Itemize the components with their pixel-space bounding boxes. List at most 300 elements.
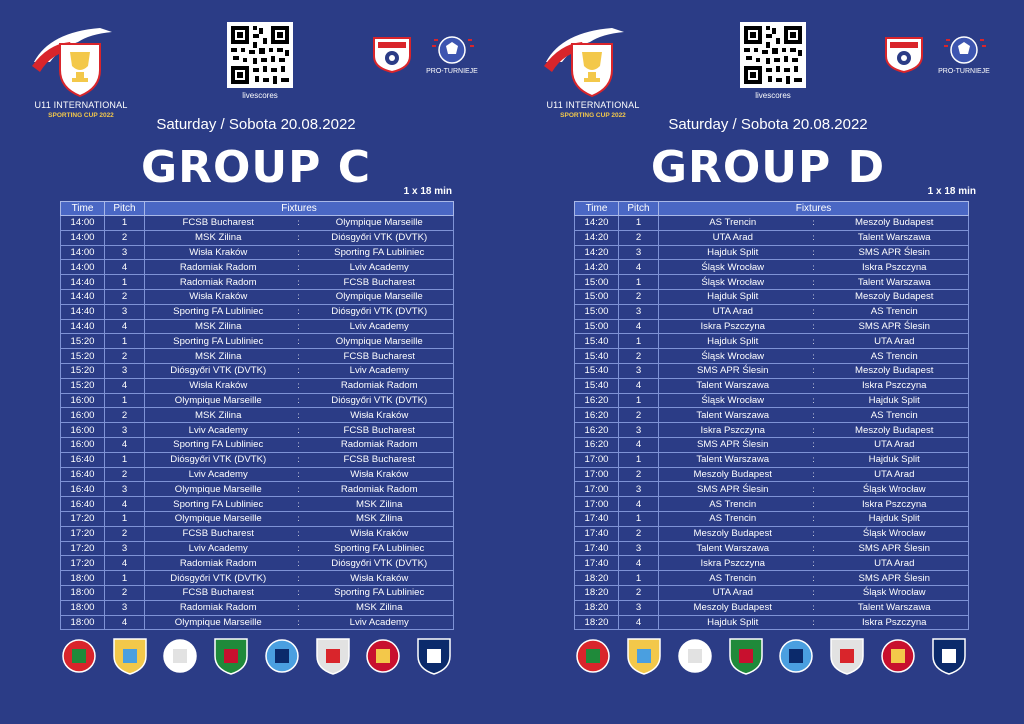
table-header-row (575, 202, 969, 216)
pitch-cell: 4 (105, 378, 145, 393)
away-team-cell: Lviv Academy (306, 319, 454, 334)
time-cell: 16:20 (575, 423, 619, 438)
table-row (575, 452, 969, 467)
away-team-cell: Meszoly Budapest (821, 289, 969, 304)
home-team-cell: AS Trencin (659, 216, 807, 231)
home-team-cell: Lviv Academy (145, 423, 292, 438)
separator-cell: : (292, 615, 306, 630)
separator-cell: : (292, 245, 306, 260)
home-team-cell: Sporting FA Lubliniec (145, 437, 292, 452)
time-cell: 17:20 (61, 511, 105, 526)
time-cell: 16:40 (61, 467, 105, 482)
separator-cell: : (292, 423, 306, 438)
pitch-cell: 3 (105, 304, 145, 319)
time-cell: 14:00 (61, 230, 105, 245)
time-cell: 15:20 (61, 334, 105, 349)
slask-wroclaw-logo-icon (777, 636, 815, 676)
home-team-cell: Talent Warszawa (659, 378, 807, 393)
table-row (61, 526, 454, 541)
home-team-cell: UTA Arad (659, 304, 807, 319)
home-team-cell: Śląsk Wrocław (659, 275, 807, 290)
time-cell: 15:20 (61, 363, 105, 378)
time-cell: 17:00 (575, 497, 619, 512)
pitch-cell: 3 (619, 423, 659, 438)
table-row (575, 571, 969, 586)
fixtures-table (574, 201, 969, 630)
pitch-cell: 2 (105, 230, 145, 245)
fixtures-table (60, 201, 454, 630)
pitch-cell: 1 (619, 571, 659, 586)
pitch-cell: 3 (619, 600, 659, 615)
table-row (575, 230, 969, 245)
separator-cell: : (807, 437, 821, 452)
table-header-row (61, 202, 454, 216)
table-row (61, 571, 454, 586)
time-cell: 16:40 (61, 452, 105, 467)
separator-cell: : (807, 482, 821, 497)
table-row (61, 452, 454, 467)
away-team-cell: Lviv Academy (306, 260, 454, 275)
separator-cell: : (292, 556, 306, 571)
table-row (61, 378, 454, 393)
separator-cell: : (292, 452, 306, 467)
pitch-cell: 3 (619, 363, 659, 378)
hajduk-split-logo-icon (625, 636, 663, 676)
away-team-cell: Hajduk Split (821, 393, 969, 408)
home-team-cell: UTA Arad (659, 230, 807, 245)
home-team-cell: Radomiak Radom (145, 260, 292, 275)
home-team-cell: Olympique Marseille (145, 511, 292, 526)
home-team-cell: Radomiak Radom (145, 275, 292, 290)
pitch-cell: 1 (619, 334, 659, 349)
time-cell: 17:40 (575, 526, 619, 541)
separator-cell: : (292, 541, 306, 556)
time-cell: 17:40 (575, 511, 619, 526)
separator-cell: : (807, 585, 821, 600)
table-row (575, 497, 969, 512)
table-row (61, 393, 454, 408)
home-team-cell: Radomiak Radom (145, 556, 292, 571)
separator-cell: : (292, 600, 306, 615)
table-row (575, 363, 969, 378)
table-row (575, 482, 969, 497)
away-team-cell: Hajduk Split (821, 452, 969, 467)
pitch-cell: 1 (105, 334, 145, 349)
pitch-cell: 2 (105, 467, 145, 482)
time-cell: 16:40 (61, 497, 105, 512)
pitch-cell: 1 (619, 393, 659, 408)
home-team-cell: FCSB Bucharest (145, 216, 292, 231)
time-cell: 18:00 (61, 585, 105, 600)
time-cell: 14:00 (61, 260, 105, 275)
pitch-cell: 2 (619, 349, 659, 364)
away-team-cell: Iskra Pszczyna (821, 378, 969, 393)
pitch-cell: 2 (105, 408, 145, 423)
time-cell: 17:20 (61, 556, 105, 571)
away-team-cell: Śląsk Wrocław (821, 482, 969, 497)
table-row (575, 585, 969, 600)
away-team-cell: SMS APR Ślesin (821, 245, 969, 260)
home-team-cell: Lviv Academy (145, 467, 292, 482)
time-cell: 14:40 (61, 319, 105, 334)
time-cell: 15:00 (575, 319, 619, 334)
qr-label: livescores (242, 91, 278, 100)
table-row (575, 289, 969, 304)
away-team-cell: UTA Arad (821, 334, 969, 349)
emblem-line1: U11 INTERNATIONAL (546, 100, 640, 110)
time-cell: 14:20 (575, 245, 619, 260)
away-team-cell: Iskra Pszczyna (821, 497, 969, 512)
time-cell: 14:20 (575, 260, 619, 275)
away-team-cell: Diósgyőri VTK (DVTK) (306, 230, 454, 245)
home-team-cell: FCSB Bucharest (145, 526, 292, 541)
away-team-cell: Lviv Academy (306, 615, 454, 630)
emblem-line1: U11 INTERNATIONAL (34, 100, 128, 110)
pitch-cell: 2 (619, 526, 659, 541)
time-cell: 15:40 (575, 349, 619, 364)
away-team-cell: UTA Arad (821, 467, 969, 482)
group-title: GROUP C (141, 142, 371, 193)
separator-cell: : (292, 216, 306, 231)
table-row (575, 245, 969, 260)
pitch-cell: 3 (105, 245, 145, 260)
separator-cell: : (807, 319, 821, 334)
home-team-cell: Śląsk Wrocław (659, 393, 807, 408)
time-cell: 18:20 (575, 585, 619, 600)
time-cell: 14:00 (61, 245, 105, 260)
time-cell: 16:00 (61, 408, 105, 423)
qr-code-icon[interactable] (740, 22, 806, 88)
separator-cell: : (292, 289, 306, 304)
home-team-cell: MSK Zilina (145, 408, 292, 423)
home-team-cell: Hajduk Split (659, 289, 807, 304)
table-row (61, 615, 454, 630)
event-date: Saturday / Sobota 20.08.2022 (156, 116, 356, 133)
time-cell: 15:40 (575, 334, 619, 349)
home-team-cell: Meszoly Budapest (659, 600, 807, 615)
sporting-fa-badge-icon (882, 34, 926, 74)
home-team-cell: Iskra Pszczyna (659, 319, 807, 334)
meszoly-budapest-logo-icon (727, 636, 765, 676)
time-cell: 15:40 (575, 378, 619, 393)
time-cell: 15:00 (575, 304, 619, 319)
msk-zilina-logo-icon (212, 636, 250, 676)
iskra-pszczyna-logo-icon (676, 636, 714, 676)
pitch-cell: 1 (619, 275, 659, 290)
home-team-cell: Iskra Pszczyna (659, 423, 807, 438)
match-duration: 1 x 18 min (927, 186, 976, 197)
away-team-cell: FCSB Bucharest (306, 423, 454, 438)
pitch-cell: 2 (619, 467, 659, 482)
pitch-cell: 2 (619, 289, 659, 304)
home-team-cell: Wisła Kraków (145, 245, 292, 260)
home-team-cell: Meszoly Budapest (659, 526, 807, 541)
away-team-cell: FCSB Bucharest (306, 349, 454, 364)
time-cell: 15:00 (575, 275, 619, 290)
pro-turnieje-text: PRO-TURNIEJE (938, 68, 990, 75)
away-team-cell: Olympique Marseille (306, 334, 454, 349)
pitch-cell: 1 (105, 452, 145, 467)
separator-cell: : (292, 260, 306, 275)
table-row (61, 245, 454, 260)
separator-cell: : (292, 275, 306, 290)
table-row (575, 541, 969, 556)
table-row (575, 393, 969, 408)
time-cell: 14:20 (575, 216, 619, 231)
separator-cell: : (292, 393, 306, 408)
separator-cell: : (292, 363, 306, 378)
home-team-cell: Diósgyőri VTK (DVTK) (145, 571, 292, 586)
qr-code-icon[interactable] (227, 22, 293, 88)
home-team-cell: Talent Warszawa (659, 541, 807, 556)
home-team-cell: MSK Zilina (145, 319, 292, 334)
table-row (575, 556, 969, 571)
time-cell: 16:40 (61, 482, 105, 497)
away-team-cell: Diósgyőri VTK (DVTK) (306, 304, 454, 319)
match-duration: 1 x 18 min (403, 186, 452, 197)
olympique-marseille-logo-icon (263, 636, 301, 676)
away-team-cell: Meszoly Budapest (821, 216, 969, 231)
pitch-cell: 4 (105, 615, 145, 630)
pitch-cell: 4 (105, 319, 145, 334)
separator-cell: : (807, 467, 821, 482)
home-team-cell: Hajduk Split (659, 334, 807, 349)
home-team-cell: SMS APR Ślesin (659, 437, 807, 452)
away-team-cell: Śląsk Wrocław (821, 526, 969, 541)
table-row (61, 334, 454, 349)
separator-cell: : (292, 467, 306, 482)
home-team-cell: Śląsk Wrocław (659, 349, 807, 364)
pitch-cell: 1 (105, 216, 145, 231)
home-team-cell: Śląsk Wrocław (659, 260, 807, 275)
separator-cell: : (807, 526, 821, 541)
radomiak-logo-icon (314, 636, 352, 676)
time-cell: 16:20 (575, 437, 619, 452)
table-row (575, 319, 969, 334)
time-cell: 16:20 (575, 393, 619, 408)
home-team-cell: MSK Zilina (145, 230, 292, 245)
away-team-cell: Talent Warszawa (821, 275, 969, 290)
away-team-cell: Wisła Kraków (306, 571, 454, 586)
pitch-column-header: Pitch (619, 202, 659, 216)
separator-cell: : (807, 275, 821, 290)
separator-cell: : (292, 319, 306, 334)
pitch-cell: 2 (619, 230, 659, 245)
away-team-cell: SMS APR Ślesin (821, 571, 969, 586)
home-team-cell: Talent Warszawa (659, 452, 807, 467)
home-team-cell: SMS APR Ślesin (659, 363, 807, 378)
table-row (575, 511, 969, 526)
table-row (575, 600, 969, 615)
away-team-cell: Meszoly Budapest (821, 363, 969, 378)
table-row (575, 615, 969, 630)
table-row (575, 216, 969, 231)
pitch-cell: 1 (619, 216, 659, 231)
tournament-emblem-icon (542, 22, 628, 100)
pitch-cell: 4 (619, 497, 659, 512)
emblem-line2: SPORTING CUP 2022 (560, 112, 626, 119)
pitch-cell: 2 (619, 585, 659, 600)
home-team-cell: Olympique Marseille (145, 482, 292, 497)
separator-cell: : (807, 216, 821, 231)
pitch-cell: 4 (619, 378, 659, 393)
fixtures-column-header: Fixtures (659, 202, 969, 216)
wisla-krakow-logo-icon (415, 636, 453, 676)
separator-cell: : (292, 349, 306, 364)
pitch-cell: 4 (619, 437, 659, 452)
away-team-cell: MSK Zilina (306, 600, 454, 615)
time-cell: 18:00 (61, 600, 105, 615)
pro-turnieje-logo-icon (422, 32, 482, 76)
away-team-cell: Hajduk Split (821, 511, 969, 526)
trencin-logo-icon (574, 636, 612, 676)
separator-cell: : (807, 289, 821, 304)
time-cell: 17:20 (61, 541, 105, 556)
time-cell: 18:20 (575, 600, 619, 615)
time-cell: 18:00 (61, 571, 105, 586)
home-team-cell: AS Trencin (659, 511, 807, 526)
separator-cell: : (807, 541, 821, 556)
table-row (61, 230, 454, 245)
separator-cell: : (807, 363, 821, 378)
separator-cell: : (807, 511, 821, 526)
away-team-cell: SMS APR Ślesin (821, 541, 969, 556)
table-row (575, 423, 969, 438)
home-team-cell: MSK Zilina (145, 349, 292, 364)
sporting-lubliniec-logo-icon (364, 636, 402, 676)
time-cell: 15:00 (575, 289, 619, 304)
pitch-cell: 3 (619, 245, 659, 260)
separator-cell: : (807, 260, 821, 275)
table-row (61, 408, 454, 423)
home-team-cell: Sporting FA Lubliniec (145, 497, 292, 512)
table-row (61, 216, 454, 231)
talent-warszawa-logo-icon (879, 636, 917, 676)
away-team-cell: Iskra Pszczyna (821, 615, 969, 630)
time-cell: 14:40 (61, 304, 105, 319)
away-team-cell: AS Trencin (821, 408, 969, 423)
fixtures-column-header: Fixtures (145, 202, 454, 216)
away-team-cell: FCSB Bucharest (306, 275, 454, 290)
table-row (575, 437, 969, 452)
pitch-cell: 4 (105, 556, 145, 571)
separator-cell: : (807, 423, 821, 438)
pitch-cell: 2 (105, 526, 145, 541)
separator-cell: : (807, 452, 821, 467)
table-row (61, 349, 454, 364)
separator-cell: : (292, 437, 306, 452)
table-row (575, 334, 969, 349)
time-cell: 15:20 (61, 349, 105, 364)
home-team-cell: SMS APR Ślesin (659, 482, 807, 497)
home-team-cell: Diósgyőri VTK (DVTK) (145, 452, 292, 467)
away-team-cell: Radomiak Radom (306, 378, 454, 393)
dvtk-logo-icon (111, 636, 149, 676)
tournament-emblem-icon (30, 22, 116, 100)
pro-turnieje-logo-icon (934, 32, 994, 76)
home-team-cell: Talent Warszawa (659, 408, 807, 423)
home-team-cell: AS Trencin (659, 497, 807, 512)
pro-turnieje-text: PRO-TURNIEJE (426, 68, 478, 75)
separator-cell: : (807, 378, 821, 393)
separator-cell: : (292, 526, 306, 541)
pitch-cell: 4 (105, 497, 145, 512)
away-team-cell: Diósgyőri VTK (DVTK) (306, 556, 454, 571)
table-row (61, 511, 454, 526)
table-row (61, 556, 454, 571)
time-cell: 16:00 (61, 423, 105, 438)
separator-cell: : (807, 497, 821, 512)
table-row (61, 541, 454, 556)
separator-cell: : (807, 230, 821, 245)
pitch-cell: 4 (105, 260, 145, 275)
table-row (575, 260, 969, 275)
emblem-line2: SPORTING CUP 2022 (48, 112, 114, 119)
table-row (61, 289, 454, 304)
separator-cell: : (292, 304, 306, 319)
pitch-cell: 3 (105, 600, 145, 615)
pitch-cell: 1 (105, 571, 145, 586)
pitch-cell: 1 (105, 393, 145, 408)
pitch-cell: 2 (105, 289, 145, 304)
home-team-cell: AS Trencin (659, 571, 807, 586)
away-team-cell: Talent Warszawa (821, 600, 969, 615)
pitch-cell: 1 (105, 275, 145, 290)
time-cell: 15:20 (61, 378, 105, 393)
home-team-cell: Meszoly Budapest (659, 467, 807, 482)
table-row (575, 467, 969, 482)
table-row (61, 319, 454, 334)
time-cell: 17:00 (575, 482, 619, 497)
fcsb-logo-icon (60, 636, 98, 676)
home-team-cell: UTA Arad (659, 585, 807, 600)
away-team-cell: AS Trencin (821, 349, 969, 364)
pitch-cell: 2 (105, 585, 145, 600)
time-cell: 17:00 (575, 467, 619, 482)
away-team-cell: Olympique Marseille (306, 289, 454, 304)
away-team-cell: Iskra Pszczyna (821, 260, 969, 275)
table-row (61, 437, 454, 452)
table-row (575, 408, 969, 423)
uta-arad-logo-icon (930, 636, 968, 676)
away-team-cell: Meszoly Budapest (821, 423, 969, 438)
time-cell: 18:20 (575, 615, 619, 630)
time-cell: 17:40 (575, 556, 619, 571)
home-team-cell: Sporting FA Lubliniec (145, 304, 292, 319)
away-team-cell: Radomiak Radom (306, 437, 454, 452)
pitch-column-header: Pitch (105, 202, 145, 216)
sporting-fa-badge-icon (370, 34, 414, 74)
away-team-cell: MSK Zilina (306, 497, 454, 512)
home-team-cell: FCSB Bucharest (145, 585, 292, 600)
separator-cell: : (292, 585, 306, 600)
pitch-cell: 4 (105, 437, 145, 452)
pitch-cell: 3 (619, 304, 659, 319)
time-cell: 14:40 (61, 275, 105, 290)
separator-cell: : (292, 571, 306, 586)
away-team-cell: Radomiak Radom (306, 482, 454, 497)
away-team-cell: UTA Arad (821, 437, 969, 452)
table-row (61, 363, 454, 378)
table-row (575, 349, 969, 364)
home-team-cell: Iskra Pszczyna (659, 556, 807, 571)
pitch-cell: 3 (105, 541, 145, 556)
table-row (61, 497, 454, 512)
separator-cell: : (807, 408, 821, 423)
lviv-logo-icon (161, 636, 199, 676)
separator-cell: : (292, 511, 306, 526)
table-row (575, 526, 969, 541)
